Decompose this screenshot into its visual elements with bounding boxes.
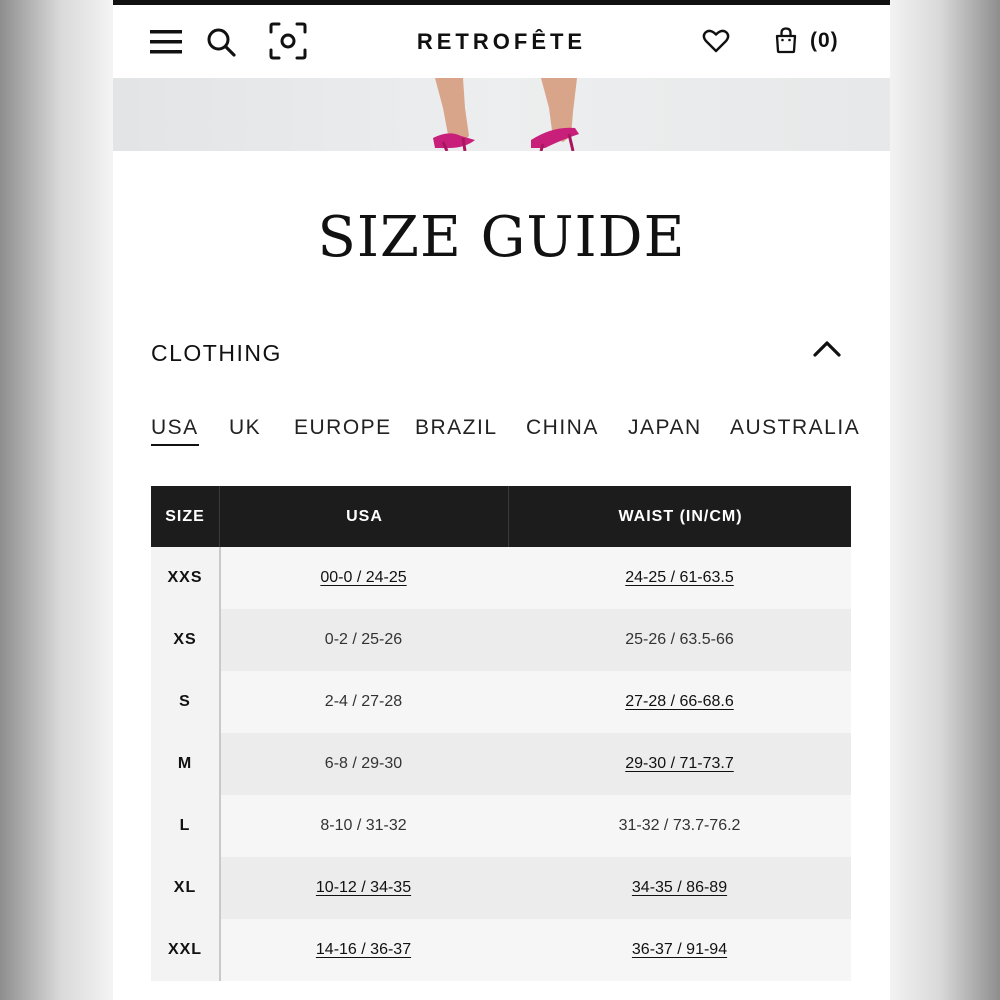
size-cell: L (151, 795, 219, 857)
waist-size-link[interactable]: 27-28 / 66-68.6 (625, 693, 734, 710)
cart-count[interactable]: (0) (810, 29, 839, 52)
size-cell: M (151, 733, 219, 795)
hero-image (113, 78, 890, 151)
waist-size-value: 31-32 / 73.7-76.2 (618, 817, 741, 834)
table-row (151, 733, 851, 795)
tab-usa[interactable]: USA (151, 416, 199, 446)
site-header (113, 5, 890, 78)
usa-size-value: 8-10 / 31-32 (320, 817, 407, 834)
size-table (151, 486, 851, 981)
usa-size-link[interactable]: 14-16 / 36-37 (315, 941, 412, 958)
tab-uk[interactable]: UK (229, 416, 262, 439)
table-row (151, 857, 851, 919)
heart-icon[interactable] (702, 28, 730, 54)
size-cell: XXL (151, 919, 219, 981)
column-divider (219, 547, 221, 981)
usa-size-value: 2-4 / 27-28 (324, 693, 403, 710)
table-header (151, 486, 851, 547)
column-header-usa: USA (219, 486, 509, 547)
usa-size-link[interactable]: 00-0 / 24-25 (320, 569, 407, 586)
section-label-clothing[interactable]: CLOTHING (151, 340, 282, 366)
waist-size-link[interactable]: 29-30 / 71-73.7 (625, 755, 734, 772)
page-title: SIZE GUIDE (317, 205, 686, 270)
size-cell: XS (151, 609, 219, 671)
usa-size-value: 0-2 / 25-26 (324, 631, 403, 648)
usa-size-link[interactable]: 10-12 / 34-35 (315, 879, 412, 896)
page (113, 5, 890, 1000)
waist-size-link[interactable]: 36-37 / 91-94 (631, 941, 728, 958)
table-body (151, 547, 851, 981)
chevron-up-icon[interactable] (812, 337, 842, 359)
country-tabs (151, 416, 861, 456)
table-row (151, 795, 851, 857)
table-row (151, 919, 851, 981)
waist-size-link[interactable]: 34-35 / 86-89 (631, 879, 728, 896)
table-row (151, 609, 851, 671)
product-photo-legs (113, 78, 890, 151)
size-cell: XXS (151, 547, 219, 609)
tab-brazil[interactable]: BRAZIL (415, 416, 498, 439)
waist-size-link[interactable]: 24-25 / 61-63.5 (625, 569, 734, 586)
usa-size-value: 6-8 / 29-30 (324, 755, 403, 772)
size-cell: XL (151, 857, 219, 919)
tab-china[interactable]: CHINA (526, 416, 599, 439)
column-header-waist: WAIST (IN/CM) (508, 486, 852, 547)
table-row (151, 671, 851, 733)
tab-australia[interactable]: AUSTRALIA (730, 416, 861, 439)
tab-europe[interactable]: EUROPE (294, 416, 392, 439)
tab-japan[interactable]: JAPAN (628, 416, 702, 439)
bag-icon[interactable] (774, 26, 798, 54)
table-row (151, 547, 851, 609)
waist-size-value: 25-26 / 63.5-66 (625, 631, 734, 648)
size-cell: S (151, 671, 219, 733)
column-header-size: SIZE (165, 508, 205, 525)
brand-logo[interactable]: RETROFÊTE (416, 29, 587, 54)
